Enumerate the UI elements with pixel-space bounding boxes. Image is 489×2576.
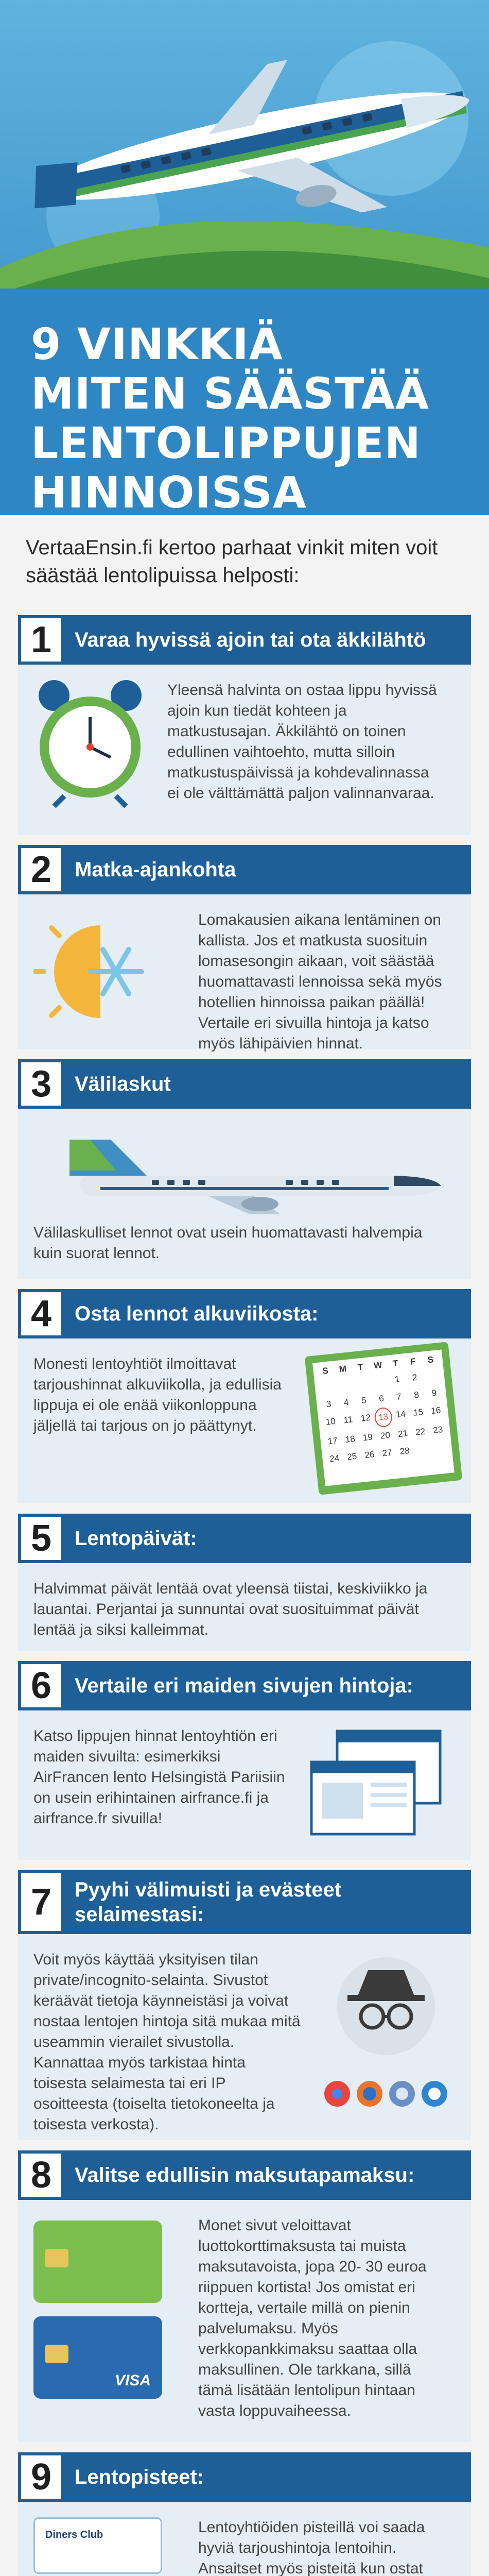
tip-6 [18,1661,471,1860]
tip-header [18,615,471,665]
weekday: W [373,1360,383,1371]
weekday: T [392,1358,399,1369]
calendar-day: 6 [378,1393,385,1404]
tip-8 [18,2150,471,2442]
tip-text: Lentoyhtiöiden pisteillä voi saada hyviä tarjoushintoja lentoihin. Ansaitset myös pisteitä kun ostat [198,2519,425,2576]
tip-text: Monet sivut veloittavat luottokorttimaksusta tai muista maksutavoista, jopa 20- 30 euroa riippuen kortista! Jos omistat eri kortteja, vertaile millä on pienin palvelumaksu. Myös verkkopankkimaksu saattaa olla maksullinen. Ole tarkkana, sillä tämä lisätään lentolipun hintaan vasta loppuvaiheessa. [198,2217,427,2419]
calendar-day: 11 [343,1414,354,1426]
tip-body [18,894,471,1052]
calendar-day: 23 [432,1425,444,1436]
calendar-day: 9 [431,1388,437,1398]
weekday: M [338,1364,347,1375]
loyalty-cards-icon [18,2502,183,2576]
tip-title: Valitse edullisin maksutapamaksu: [75,2164,415,2187]
tip-1 [18,615,471,835]
calendar-day: 5 [361,1395,367,1406]
tip-text: Katso lippujen hinnat lentoyhtiön eri maiden sivuilta: esimerkiksi AirFrancen lento Helsingistä Pariisiin on usein erihintainen airfrance.fi ja airfrance.fr sivuilla! [33,1727,285,1827]
calendar-day: 17 [327,1435,338,1447]
page-title [31,319,463,515]
tip-body [18,2200,471,2442]
visa-label: VISA [114,2372,151,2389]
calendar-day [370,1372,390,1391]
tip-title: Lentopisteet: [75,2466,204,2488]
tip-text: Halvimmat päivät lentää ovat yleensä tiistai, keskiviikko ja lauantai. Perjantai ja sunnuntai ovat suosituimmat päivät lentää ja siksi kalleimmat. [33,1580,428,1638]
calendar-day: 20 [380,1430,391,1441]
tip-header [18,1514,471,1563]
calendar-day: 28 [399,1446,410,1456]
credit-cards-icon [18,2200,183,2399]
tip-title: Matka-ajankohta [75,858,236,881]
weekday: T [357,1362,364,1372]
diners-label: Diners Club [45,2529,103,2540]
calendar-grid [317,1366,449,1468]
calendar-day: 21 [397,1428,408,1439]
tip-9 [18,2452,471,2576]
tip-header [18,1870,471,1934]
tip-text: Yleensä halvinta on ostaa lippu hyvissä ajoin kun tiedät kohteen ja matkustusajan. Äkkilähtö on toinen edullinen vaihtoehto, mutta silloin matkustuspäivissä ja kohdevalinnassa ei ole välttämättä paljon valinnanvaraa. [167,682,437,802]
airplane-icon [18,1109,450,1219]
tip-body [18,1934,471,2140]
calendar-day: 7 [396,1392,402,1402]
tip-header [18,845,471,894]
tip-4 [18,1289,471,1503]
calendar-day: 22 [415,1426,426,1437]
tip-title: Varaa hyvissä ajoin tai ota äkkilähtö [75,629,426,651]
calendar-day: 8 [413,1389,420,1400]
calendar-day: 13 [374,1406,393,1428]
calendar-day: 19 [362,1432,373,1443]
sun-snowflake-icon [18,894,183,1031]
calendar-day: 1 [394,1374,400,1385]
tip-header [18,1059,471,1109]
intro-text: VertaaEnsin.fi kertoo parhaat vinkit miten voit säästää lentolipuissa helposti: [0,515,489,605]
hero-banner [0,0,489,515]
tip-number: 3 [18,1059,64,1109]
calendar-day [317,1377,337,1396]
tip-body [18,665,471,835]
browser-windows-icon [306,1710,461,1847]
calendar-day: 18 [344,1434,356,1445]
calendar-day: 27 [381,1447,393,1459]
calendar-day: 26 [364,1449,375,1461]
weekday: F [410,1356,416,1367]
calendar-day [353,1374,372,1393]
tip-3 [18,1059,471,1279]
tip-header [18,1661,471,1710]
tip-title: Välilaskut [75,1073,171,1095]
title-line: 9 VINKKIÄ [31,319,283,369]
calendar-day: 3 [325,1399,332,1410]
calendar-day [412,1440,432,1459]
calendar-day: 10 [325,1416,336,1427]
calendar-day: 12 [360,1412,371,1423]
calendar-day [335,1376,354,1395]
calendar-day: 4 [343,1397,350,1408]
tip-header [18,2150,471,2200]
calendar-day: 14 [395,1409,407,1420]
title-line: MITEN SÄÄSTÄÄ [31,368,429,419]
calendar-icon [306,1338,461,1488]
tip-body [18,1109,471,1279]
calendar-day: 15 [413,1406,424,1418]
tip-title: Osta lennot alkuviikosta: [75,1302,319,1325]
tip-5 [18,1514,471,1651]
tip-text: Monesti lentoyhtiöt ilmoittavat tarjoushinnat alkuviikolla, ja edullisia lippuja ei ole enää viikonloppuna jäljellä tai tarjous on jo päättynyt. [33,1355,282,1434]
tip-number: 9 [18,2452,64,2502]
tip-number: 2 [18,845,64,894]
calendar-day [430,1438,450,1457]
tip-body [18,2502,471,2576]
calendar-day [423,1366,442,1385]
tip-title: Pyyhi välimuisti ja evästeet selaimestasi: [75,1878,342,1926]
tip-text: Välilaskulliset lennot ovat usein huomattavasti halvempia kuin suorat lennot. [33,1224,423,1262]
calendar-day: 25 [346,1451,358,1462]
tip-7 [18,1870,471,2140]
tip-body [18,1710,471,1860]
tip-number: 6 [18,1661,64,1710]
tip-header [18,1289,471,1338]
title-line: HINNOISSA [31,467,307,515]
tip-title: Vertaile eri maiden sivujen hintoja: [75,1674,413,1697]
incognito-browsers-icon [317,1934,461,2122]
tip-title: Lentopäivät: [75,1527,197,1550]
tip-body [18,1563,471,1651]
tip-number: 7 [18,1870,64,1934]
weekday: S [322,1365,329,1376]
tip-2 [18,845,471,1052]
alarm-clock-icon [18,665,152,811]
title-line: LENTOLIPPUJEN [31,418,421,468]
calendar-day: 2 [411,1372,418,1383]
tip-text: Voit myös käyttää yksityisen tilan private/incognito-selainta. Sivustot keräävät tietoja käynneistäsi ja voivat nostaa lentojen hintoja sitä mukaa mitä useammin vierailet sivustolla. Kannattaa myös tarkistaa hinta toisesta selaimesta tai eri IP osoitteesta (toiselta tietokoneelta ja toisesta verkosta). [33,1951,301,2133]
tip-number: 8 [18,2150,64,2200]
tip-number: 5 [18,1514,64,1563]
tip-body [18,1338,471,1503]
calendar-day: 16 [430,1405,442,1416]
weekday: S [427,1354,434,1365]
calendar-day: 24 [329,1453,340,1464]
tip-number: 4 [18,1289,64,1338]
tip-number: 1 [18,615,64,665]
tip-header [18,2452,471,2502]
tip-text: Lomakausien aikana lentäminen on kallista. Jos et matkusta suosituin lomasesongin aikaan, voit säästää huomattavasti lennoissa sekä myös hotellien hinnoissa paikan päällä! Vertaile eri sivuilla hintoja ja katso myös lähipäivien hinnat. [198,911,442,1052]
